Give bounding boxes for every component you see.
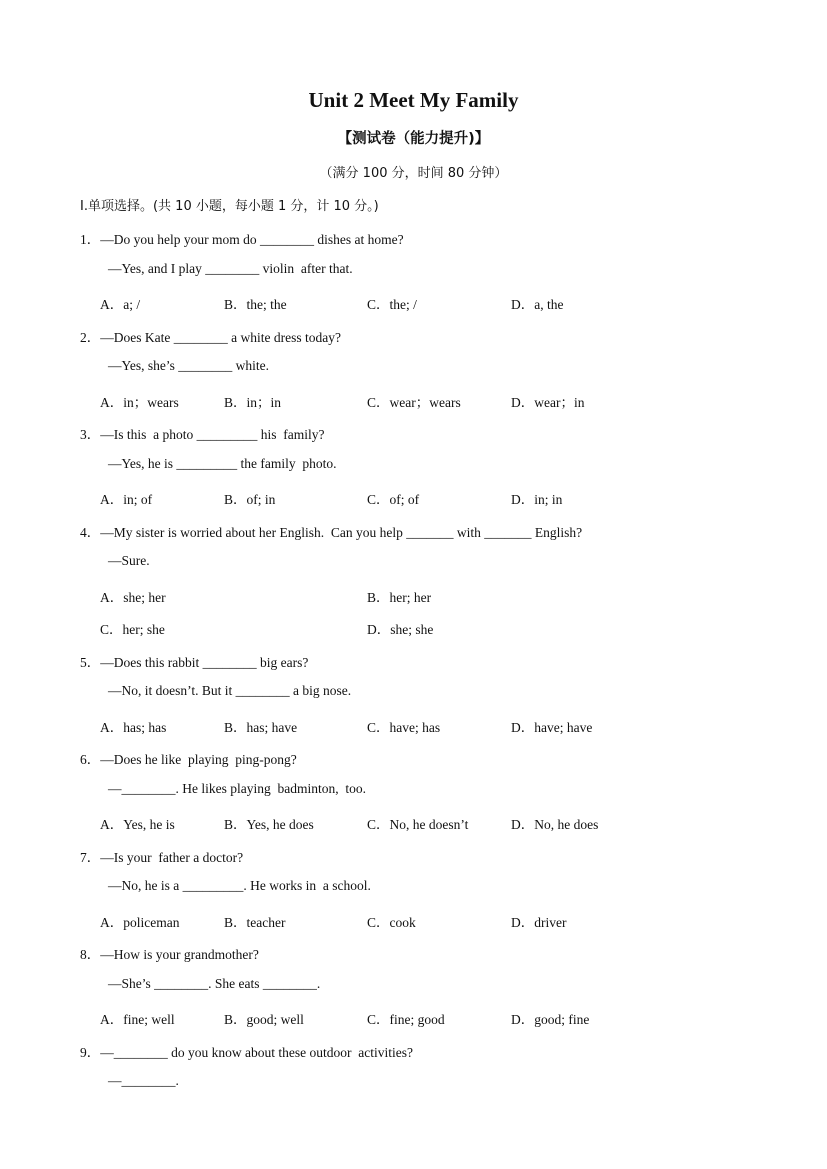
q7-option-b: B．teacher — [224, 915, 286, 930]
question-8: 8．—How is your grandmother? — [80, 947, 259, 962]
question-9: 9．—________ do you know about these outdoor activities? — [80, 1045, 413, 1060]
document-subtitle: 【测试卷（能力提升)】 — [337, 131, 490, 147]
question-4-response: —Sure. — [108, 553, 150, 568]
q8-option-c: C．fine; good — [367, 1012, 445, 1027]
q7-option-c: C．cook — [367, 915, 416, 930]
question-3-response: —Yes, he is _________ the family photo. — [108, 456, 337, 471]
question-1: 1．—Do you help your mom do ________ dishes at home? — [80, 232, 404, 247]
question-1-response: —Yes, and I play ________ violin after that. — [108, 261, 353, 276]
question-5-response: —No, it doesn’t. But it ________ a big nose. — [108, 683, 352, 698]
q2-option-c: C．wear；wears — [367, 395, 461, 410]
q1-option-d: D．a, the — [511, 297, 564, 312]
score-time-note: （满分 100 分，时间 80 分钟） — [319, 166, 508, 181]
q4-option-d: D．she; she — [367, 622, 434, 637]
q4-option-a: A．she; her — [100, 590, 166, 605]
q5-option-c: C．have; has — [367, 720, 441, 735]
q5-option-a: A．has; has — [100, 720, 167, 735]
q8-option-d: D．good; fine — [511, 1012, 590, 1027]
q5-option-b: B．has; have — [224, 720, 298, 735]
question-6-response: —________. He likes playing badminton, too. — [108, 781, 366, 796]
q2-option-b: B．in；in — [224, 395, 282, 410]
q7-option-a: A．policeman — [100, 915, 180, 930]
q6-option-c: C．No, he doesn’t — [367, 817, 469, 832]
document-title: Unit 2 Meet My Family — [308, 88, 519, 112]
q7-option-d: D．driver — [511, 915, 567, 930]
q4-option-c: C．her; she — [100, 622, 165, 637]
question-2-response: —Yes, she’s ________ white. — [108, 358, 270, 373]
question-2: 2．—Does Kate ________ a white dress today? — [80, 330, 341, 345]
q6-option-a: A．Yes, he is — [100, 817, 175, 832]
q3-option-a: A．in; of — [100, 492, 153, 507]
q1-option-b: B．the; the — [224, 297, 287, 312]
q5-option-d: D．have; have — [511, 720, 593, 735]
question-5: 5．—Does this rabbit ________ big ears? — [80, 655, 309, 670]
q6-option-b: B．Yes, he does — [224, 817, 314, 832]
question-9-response: —________. — [108, 1073, 179, 1088]
q4-option-b: B．her; her — [367, 590, 432, 605]
q8-option-a: A．fine; well — [100, 1012, 175, 1027]
question-7: 7．—Is your father a doctor? — [80, 850, 244, 865]
q3-option-d: D．in; in — [511, 492, 563, 507]
question-3: 3．—Is this a photo _________ his family? — [80, 427, 325, 442]
q3-option-c: C．of; of — [367, 492, 420, 507]
question-8-response: —She’s ________. She eats ________. — [108, 976, 321, 991]
question-7-response: —No, he is a _________. He works in a school. — [108, 878, 371, 893]
q2-option-d: D．wear；in — [511, 395, 585, 410]
question-4: 4．—My sister is worried about her English. Can you help _______ with _______ English? — [80, 525, 583, 540]
q8-option-b: B．good; well — [224, 1012, 304, 1027]
section-heading: I.单项选择。(共 10 小题，每小题 1 分，计 10 分。) — [80, 199, 379, 214]
q3-option-b: B．of; in — [224, 492, 276, 507]
q6-option-d: D．No, he does — [511, 817, 599, 832]
question-6: 6．—Does he like playing ping-pong? — [80, 752, 297, 767]
q1-option-a: A．a; / — [100, 297, 141, 312]
q2-option-a: A．in；wears — [100, 395, 179, 410]
q1-option-c: C．the; / — [367, 297, 417, 312]
